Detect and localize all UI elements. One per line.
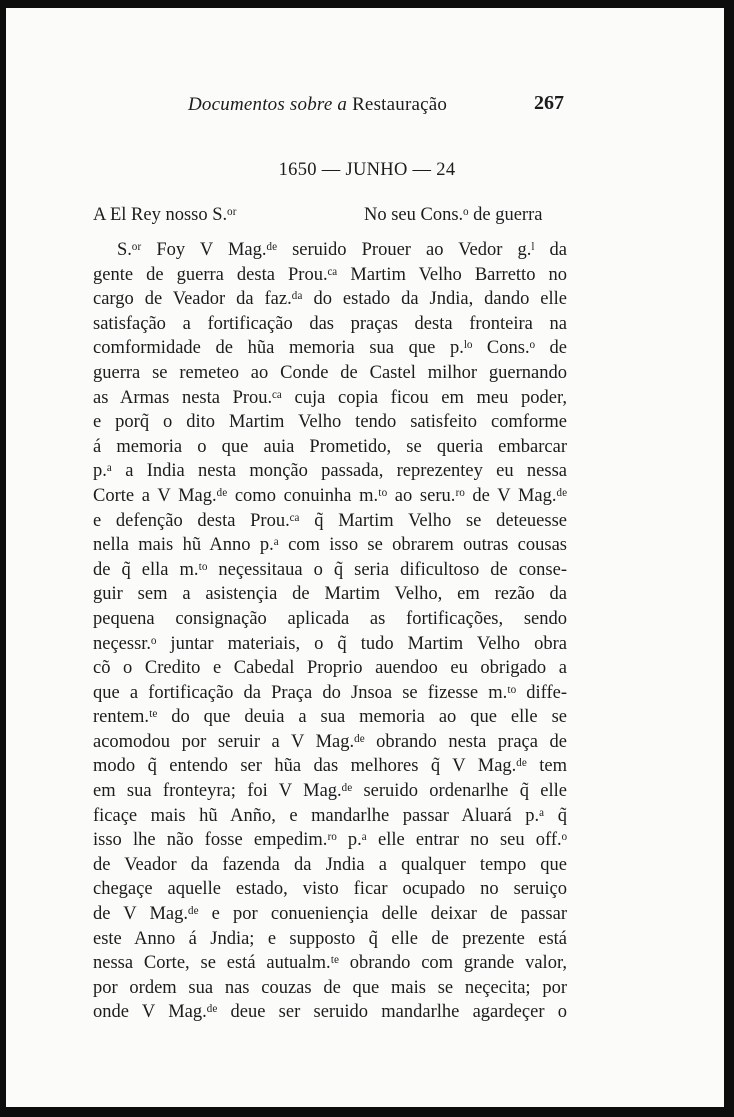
body-line: este Anno á Jndia; e supposto q̃ elle de prezente está [93, 928, 567, 949]
body-line: ficaçe mais hũ Anño, e mandarlhe passar Aluará p.ᵃ q̃ [93, 805, 567, 826]
body-line: de q̃ ella m.ᵗᵒ neçessitaua o q̃ seria dificultoso de conse- [93, 559, 567, 580]
body-line: guerra se remeteo ao Conde de Castel milhor guernando [93, 362, 567, 383]
body-line: modo q̃ entendo ser hũa das melhores q̃ V Mag.ᵈᵉ tem [93, 756, 567, 777]
body-line: por ordem sua nas couzas de que mais se neçecita; por [93, 977, 567, 998]
body-line: e porq̃ o dito Martim Velho tendo satisfeito comforme [93, 412, 567, 433]
body-line: nella mais hũ Anno p.ᵃ com isso se obrarem outras cousas [93, 535, 567, 556]
body-line: cõ o Credito e Cabedal Proprio auendoo eu obrigado a [93, 658, 567, 679]
running-head-italic: Documentos sobre a [188, 94, 348, 115]
body-line: cargo de Veador da faz.ᵈᵃ do estado da Jndia, dando elle [93, 289, 567, 310]
body-line: as Armas nesta Prou.ᶜᵃ cuja copia ficou em meu poder, [93, 387, 567, 408]
body-line: S.ᵒʳ Foy V Mag.ᵈᵉ seruido Prouer ao Vedor g.ˡ da [117, 240, 567, 260]
letter-body [93, 238, 567, 1025]
body-line: neçessr.ᵒ juntar materiais, o q̃ tudo Martim Velho obra [93, 633, 567, 654]
scan-border-bottom [0, 1107, 734, 1117]
body-line: pequena consignação aplicada as fortificações, sendo [93, 608, 567, 629]
body-line: p.ᵃ a India nesta monção passada, reprezentey eu nessa [93, 461, 567, 482]
scan-border-top [0, 0, 734, 8]
body-line: de Veador da fazenda da Jndia a qualquer tempo que [93, 854, 567, 875]
body-line: de V Mag.ᵈᵉ e por conueniençia delle deixar de passar [93, 904, 567, 925]
body-line: rentem.ᵗᵉ do que deuia a sua memoria ao que elle se [93, 707, 567, 728]
body-line: guir sem a asistençia de Martim Velho, em rezão da [93, 584, 567, 605]
addressee: A El Rey nosso S.ᵒʳ [93, 205, 237, 225]
body-line: nessa Corte, se está autualm.ᵗᵉ obrando com grande valor, [93, 953, 567, 974]
running-head-roman: Restauração [352, 94, 448, 115]
council-note: No seu Cons.ᵒ de guerra [364, 205, 543, 225]
body-line: á memoria o que auia Prometido, se queria embarcar [93, 436, 567, 457]
body-line: onde V Mag.ᵈᵉ deue ser seruido mandarlhe agardeçer o [93, 1002, 567, 1023]
body-line: chegaçe aquelle estado, visto ficar ocupado no seruiço [93, 879, 567, 900]
body-line: Corte a V Mag.ᵈᵉ como conuinha m.ᵗᵒ ao seru.ʳᵒ de V Mag.ᵈᵉ [93, 485, 567, 506]
body-line: e defenção desta Prou.ᶜᵃ q̃ Martim Velho se deteuesse [93, 510, 567, 531]
running-head [188, 94, 518, 116]
body-line: comformidade de hũa memoria sua que p.ˡᵒ Cons.ᵒ de [93, 338, 567, 359]
body-line: gente de guerra desta Prou.ᶜᵃ Martim Velho Barretto no [93, 264, 567, 285]
document-date: 1650 — JUNHO — 24 [278, 160, 456, 180]
body-line: satisfação a fortificação das praças desta fronteira na [93, 313, 567, 334]
body-line: isso lhe não fosse empedim.ʳᵒ p.ᵃ elle entrar no seu off.ᵒ [93, 830, 567, 851]
page-number: 267 [534, 92, 564, 114]
body-line: acomodou por seruir a V Mag.ᵈᵉ obrando nesta praça de [93, 731, 567, 752]
body-line: em sua fronteyra; foi V Mag.ᵈᵉ seruido ordenarlhe q̃ elle [93, 781, 567, 802]
body-line: que a fortificação da Praça do Jnsoa se fizesse m.ᵗᵒ diffe- [93, 682, 567, 703]
